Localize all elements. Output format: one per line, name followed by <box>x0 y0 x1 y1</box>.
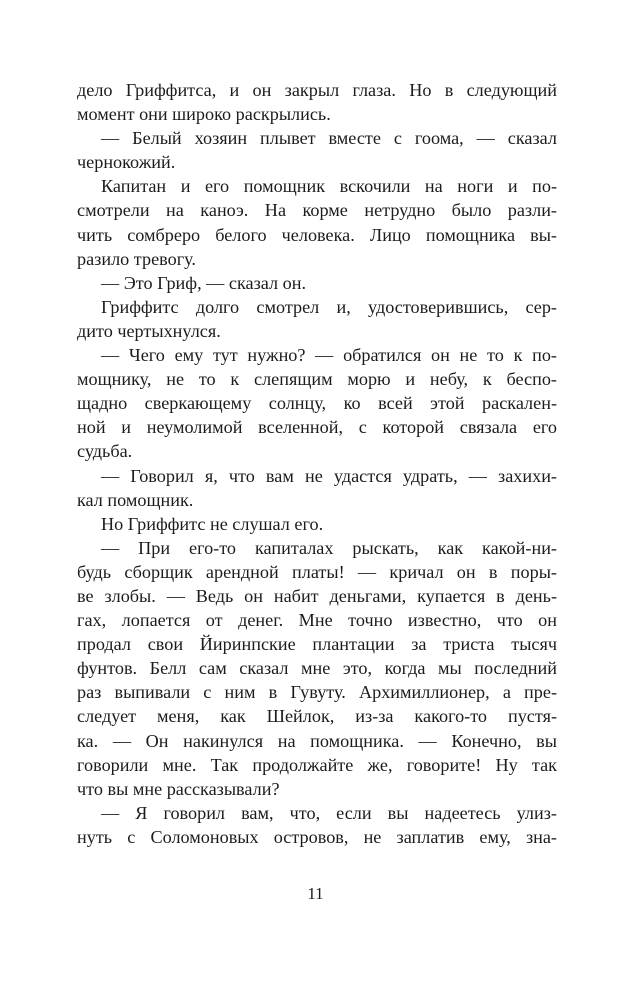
text-line: — Чего ему тут нужно? — обратился он не то к по- <box>101 345 557 366</box>
text-line: фунтов. Белл сам сказал мне это, когда мы последний <box>77 658 557 679</box>
text-line: раз выпивали с ним в Гувуту. Архимиллионер, а пре- <box>77 682 557 703</box>
text-line: нуть с Соломоновых островов, не заплатив ему, зна- <box>77 826 557 847</box>
text-line: чернокожий. <box>77 152 176 173</box>
text-line: — Говорил я, что вам не удастся удрать, — захихи- <box>101 465 557 486</box>
text-line: ве злобы. — Ведь он набит деньгами, купается в день- <box>77 585 557 606</box>
text-line: судьба. <box>77 441 133 462</box>
text-line: Капитан и его помощник вскочили на ноги и по- <box>101 176 557 197</box>
text-line: — Я говорил вам, что, если вы надеетесь улиз- <box>101 802 557 823</box>
text-line: продал свои Йиринпские плантации за триста тысяч <box>77 634 557 655</box>
text-line: разило тревогу. <box>77 248 196 269</box>
text-line: Гриффитс долго смотрел и, удостоверившись, сер- <box>101 296 557 317</box>
text-line: чить сомбреро белого человека. Лицо помощника вы- <box>77 224 557 245</box>
text-line: мощнику, не то к слепящим морю и небу, к беспо- <box>77 369 557 390</box>
text-line: смотрели на каноэ. На корме нетрудно было разли- <box>77 200 557 221</box>
text-line: Но Гриффитс не слушал его. <box>101 513 324 534</box>
page-number: 11 <box>307 884 324 903</box>
text-line: говорили мне. Так продолжайте же, говорите! Ну так <box>77 754 557 775</box>
text-line: ка. — Он накинулся на помощника. — Конечно, вы <box>77 730 557 751</box>
text-line: следует меня, как Шейлок, из-за какого-то пустя- <box>77 706 557 727</box>
text-line: — Белый хозяин плывет вместе с гоома, — сказал <box>101 128 557 149</box>
text-line: ной и неумолимой вселенной, с которой связала его <box>77 417 557 438</box>
text-line: момент они широко раскрылись. <box>77 104 331 125</box>
body-text <box>77 78 557 849</box>
text-line: дело Гриффитса, и он закрыл глаза. Но в следующий <box>77 80 557 100</box>
text-line: дито чертыхнулся. <box>77 320 221 341</box>
text-line: — При его-то капиталах рыскать, как какой-ни- <box>101 537 557 558</box>
text-line: гах, лопается от денег. Мне точно известно, что он <box>77 610 557 631</box>
text-line: — Это Гриф, — сказал он. <box>101 272 307 293</box>
text-line: что вы мне рассказывали? <box>77 778 280 799</box>
text-line: будь сборщик арендной платы! — кричал он в поры- <box>77 561 557 582</box>
text-line: щадно сверкающему солнцу, ко всей этой раскален- <box>77 393 557 414</box>
text-line: кал помощник. <box>77 489 194 510</box>
